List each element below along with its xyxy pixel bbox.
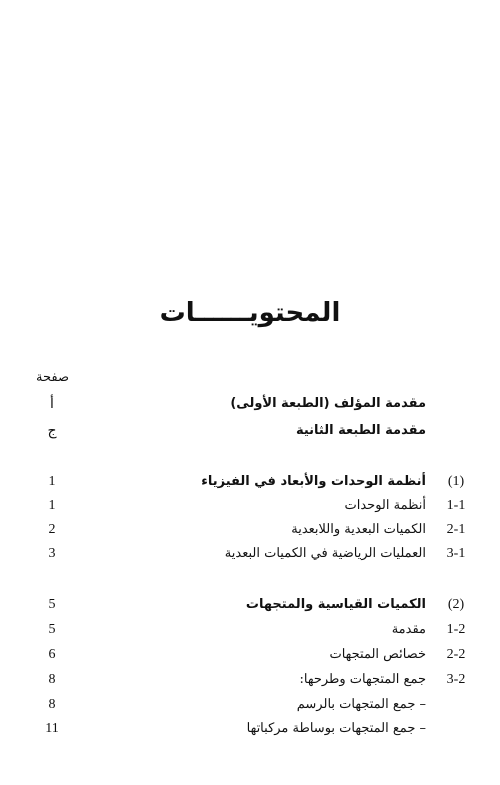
entry-title: – جمع المتجهات بوساطة مركباتها (246, 721, 426, 736)
entry-page: ج (47, 424, 57, 439)
chapter-page: 1 (48, 474, 56, 489)
toc-entry (0, 423, 500, 445)
chapter-page: 5 (48, 597, 56, 612)
entry-page: 1 (48, 498, 56, 513)
entry-title: الكميات البعدية واللابعدية (291, 522, 426, 537)
entry-title: العمليات الرياضية في الكميات البعدية (224, 546, 426, 561)
chapter-number: (1) (447, 474, 465, 489)
chapter-number: (2) (447, 597, 465, 612)
toc-subentry (0, 721, 500, 743)
entry-number: 1-2 (446, 622, 466, 637)
toc-entry (0, 522, 500, 544)
entry-page: أ (50, 397, 54, 412)
toc-entry (0, 498, 500, 520)
chapter-title: الكميات القياسية والمتجهات (245, 597, 426, 612)
entry-title: مقدمة (391, 622, 426, 637)
page-column-label: صفحة (36, 370, 69, 385)
chapter-title: أنظمة الوحدات والأبعاد في الفيزياء (201, 474, 426, 489)
toc-entry (0, 396, 500, 418)
page-title: المحتويــــــات (159, 298, 341, 328)
toc-entry (0, 647, 500, 669)
entry-title: خصائص المتجهات (329, 647, 426, 662)
toc-entry (0, 622, 500, 644)
entry-page: 11 (45, 721, 59, 736)
toc-chapter (0, 474, 500, 496)
toc-entry (0, 546, 500, 568)
entry-title: أنظمة الوحدات (344, 498, 426, 513)
toc-chapter (0, 597, 500, 619)
entry-number: 3-1 (446, 546, 466, 561)
entry-title: جمع المتجهات وطرحها: (299, 672, 426, 687)
entry-page: 8 (48, 697, 56, 712)
entry-page: 8 (48, 672, 56, 687)
entry-page: 2 (48, 522, 56, 537)
entry-title: مقدمة المؤلف (الطبعة الأولى) (230, 396, 426, 411)
entry-page: 5 (48, 622, 56, 637)
entry-number: 2-2 (446, 647, 466, 662)
toc-subentry (0, 697, 500, 719)
entry-number: 3-2 (446, 672, 466, 687)
entry-title: مقدمة الطبعة الثانية (295, 423, 426, 438)
toc-entry (0, 672, 500, 694)
entry-title: – جمع المتجهات بالرسم (296, 697, 426, 712)
entry-page: 6 (48, 647, 56, 662)
entry-number: 2-1 (446, 522, 466, 537)
entry-page: 3 (48, 546, 56, 561)
entry-number: 1-1 (446, 498, 466, 513)
